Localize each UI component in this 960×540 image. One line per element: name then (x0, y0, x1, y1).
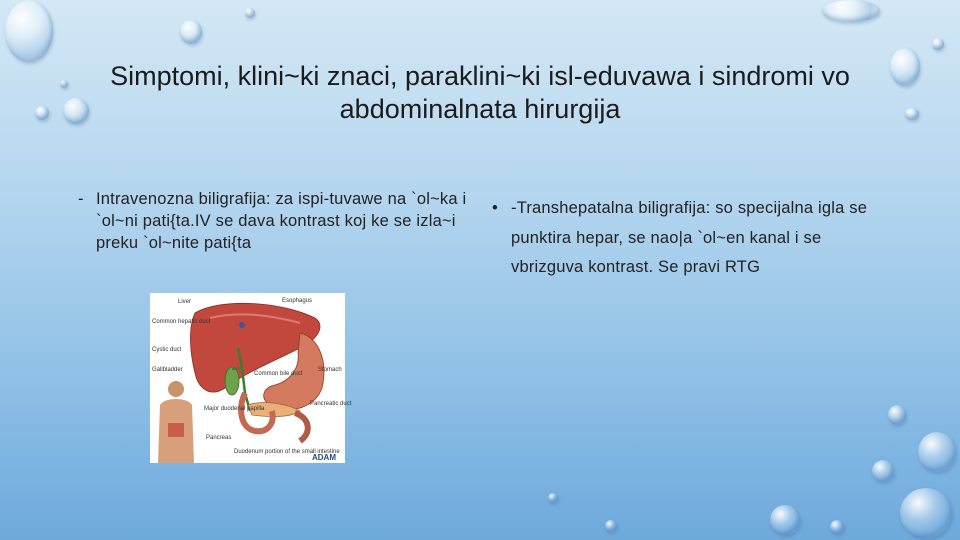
label-pancreatic-duct: Pancreatic duct (310, 401, 352, 407)
label-pancreas: Pancreas (206, 435, 232, 441)
label-cystic-duct: Cystic duct (152, 347, 182, 353)
water-drop (605, 520, 617, 532)
right-bullet (492, 194, 892, 283)
water-drop (245, 8, 255, 18)
label-esophagus: Esophagus (282, 298, 313, 304)
water-drop (770, 505, 800, 535)
left-bullet-text: Intravenozna biligrafija: za ispi-tuvawe na `ol~ka i `ol~ni pati{ta.IV se dava kontrast koj ke se izla~i preku `ol~nite pati{ta (96, 190, 467, 252)
water-drop (905, 108, 919, 120)
anatomy-illustration (150, 293, 352, 463)
water-drop (35, 106, 49, 120)
water-drop (60, 80, 68, 88)
water-drop (888, 405, 906, 425)
label-stomach: Stomach (318, 367, 342, 373)
water-drop (932, 38, 944, 50)
dash-marker: - (78, 190, 84, 208)
adam-logo: ADAM (312, 453, 336, 462)
water-drop (830, 520, 844, 534)
water-drop (180, 20, 202, 44)
label-common-hepatic-duct: Common hepatic duct (152, 319, 211, 325)
label-gallbladder: Gallbladder (152, 367, 183, 373)
bullet-marker: • (492, 199, 498, 217)
water-drop (5, 0, 53, 62)
water-drop (900, 488, 952, 538)
water-drop (548, 493, 558, 503)
water-drop (872, 460, 894, 482)
right-bullet-text: -Transhepatalna biligrafija: so specijalna igla se punktira hepar, se nao|a `ol~en kanal i se vbrizguva kontrast. Se pravi RTG (511, 199, 868, 276)
biliary-anatomy-figure (150, 293, 352, 463)
water-drop (822, 0, 880, 22)
left-bullet (78, 188, 478, 254)
label-duodenum: Duodenum portion of the small intestine (234, 449, 340, 455)
label-common-bile-duct: Common bile duct (254, 371, 303, 377)
label-liver: Liver (178, 299, 192, 305)
water-drop (890, 48, 920, 86)
label-major-duodenal-papilla: Major duodenal papilla (204, 406, 265, 412)
water-drop (918, 432, 956, 472)
slide-title: Simptomi, klini~ki znaci, paraklini~ki isl-eduvawa i sindromi vo abdominalnata hirurgija (110, 61, 850, 124)
